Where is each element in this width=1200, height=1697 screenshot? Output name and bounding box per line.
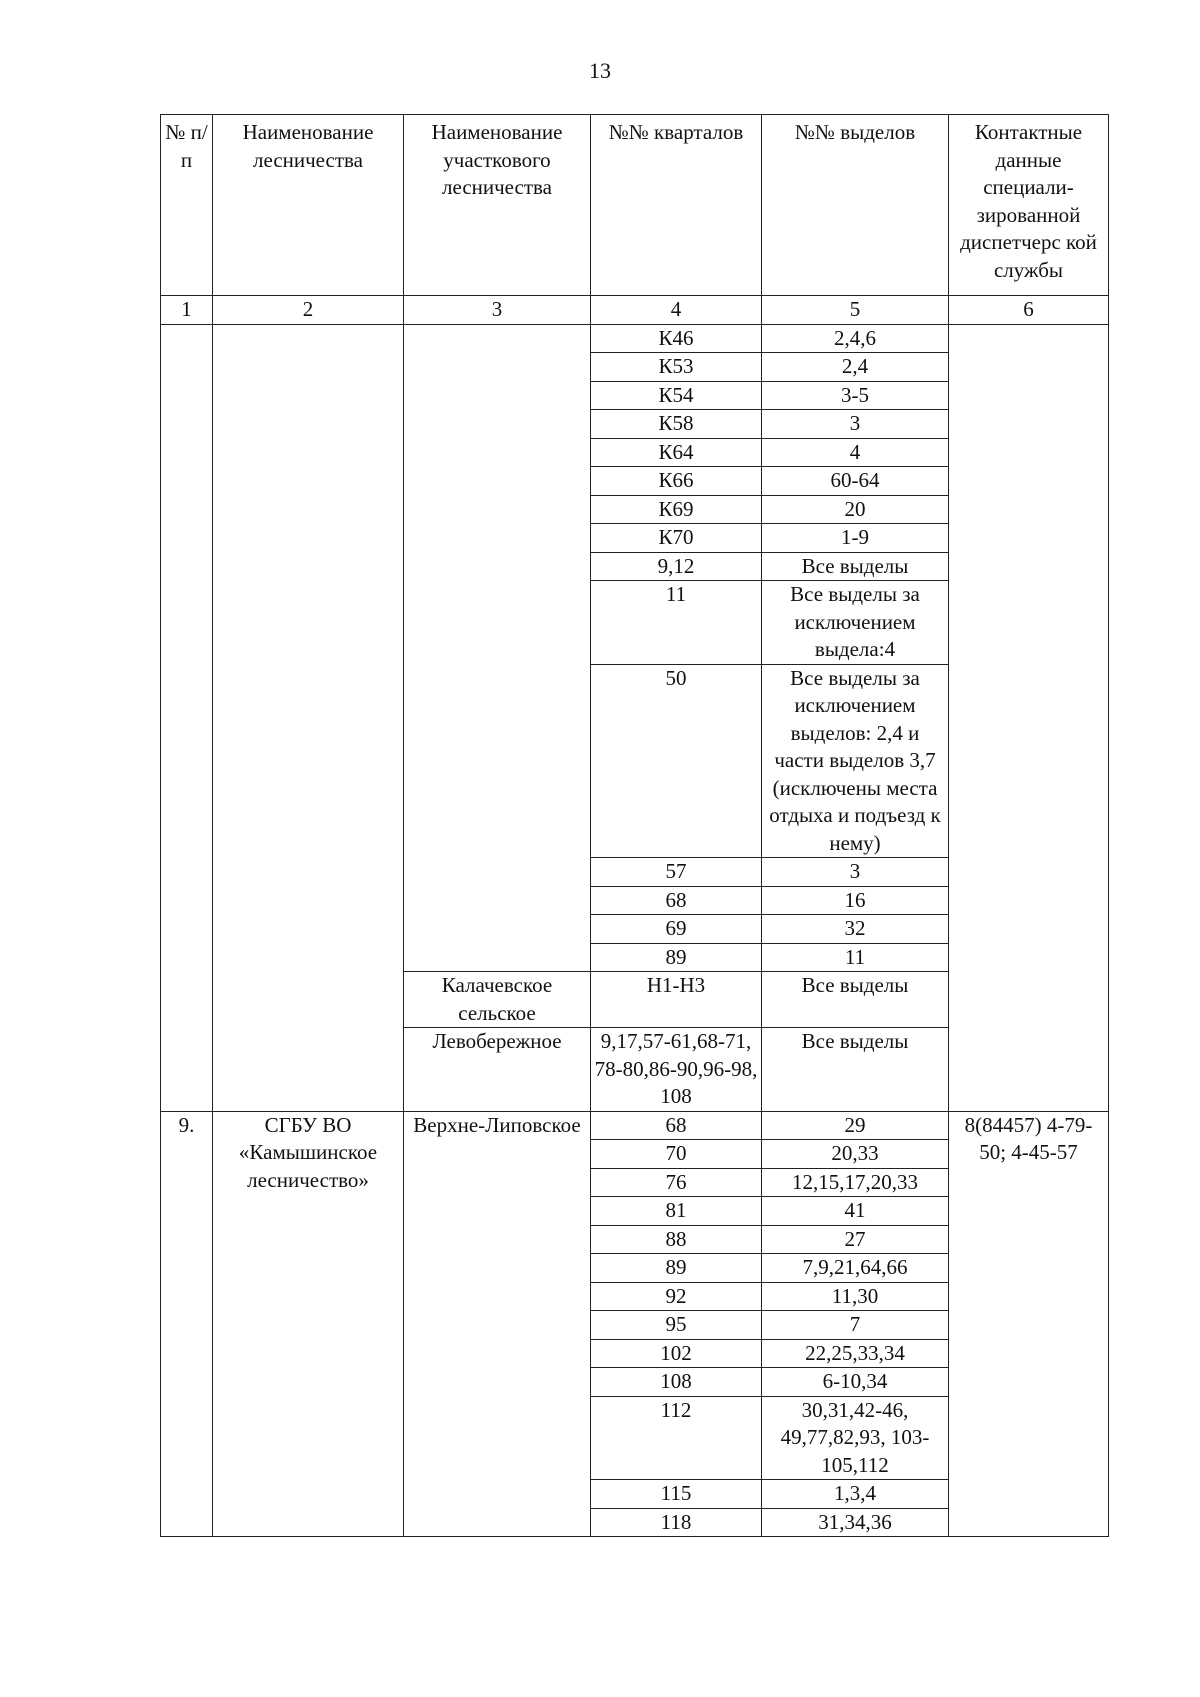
quarter-cell: 50: [591, 664, 762, 858]
sections-cell: 41: [762, 1197, 949, 1226]
district-cell-empty: [404, 324, 591, 972]
header-quarters: №№ кварталов: [591, 115, 762, 296]
sections-cell: 3: [762, 858, 949, 887]
quarter-cell: К64: [591, 438, 762, 467]
quarter-cell: 88: [591, 1225, 762, 1254]
quarter-cell: К66: [591, 467, 762, 496]
header-row: [161, 115, 1109, 296]
quarter-cell: 70: [591, 1140, 762, 1169]
sections-cell: 22,25,33,34: [762, 1339, 949, 1368]
header-forestry: Наименование лесничества: [213, 115, 404, 296]
sections-cell: 31,34,36: [762, 1508, 949, 1537]
forestry-cell-empty: [213, 324, 404, 1111]
sections-cell: Все выделы за исключением выделов: 2,4 и части выделов 3,7 (исключены места отдыха и подъезд к нему): [762, 664, 949, 858]
quarter-cell: 108: [591, 1368, 762, 1397]
sections-cell: Все выделы: [762, 552, 949, 581]
contacts-cell-empty: [949, 324, 1109, 1111]
sections-cell: 27: [762, 1225, 949, 1254]
sections-cell: 7: [762, 1311, 949, 1340]
sections-cell: 6-10,34: [762, 1368, 949, 1397]
column-number: 3: [404, 296, 591, 325]
sections-cell: 7,9,21,64,66: [762, 1254, 949, 1283]
sections-cell: 30,31,42-46, 49,77,82,93, 103-105,112: [762, 1396, 949, 1480]
sections-cell: 11,30: [762, 1282, 949, 1311]
quarter-cell: 9,17,57-61,68-71, 78-80,86-90,96-98, 108: [591, 1028, 762, 1112]
table-row: [161, 1111, 1109, 1140]
forestry-table: [160, 114, 1109, 1537]
quarter-cell: К70: [591, 524, 762, 553]
quarter-cell: К58: [591, 410, 762, 439]
column-number: 6: [949, 296, 1109, 325]
sections-cell: 2,4,6: [762, 324, 949, 353]
sections-cell: 11: [762, 943, 949, 972]
district-cell: Верхне-Липовское: [404, 1111, 591, 1537]
num-cell-empty: [161, 324, 213, 1111]
quarter-cell: 89: [591, 943, 762, 972]
quarter-cell: 92: [591, 1282, 762, 1311]
column-number-row: [161, 296, 1109, 325]
forestry-cell: СГБУ ВО «Камышинское лесничество»: [213, 1111, 404, 1537]
quarter-cell: 9,12: [591, 552, 762, 581]
header-district: Наименование участкового лесничества: [404, 115, 591, 296]
num-cell: 9.: [161, 1111, 213, 1537]
sections-cell: 1-9: [762, 524, 949, 553]
quarter-cell: 76: [591, 1168, 762, 1197]
quarter-cell: 95: [591, 1311, 762, 1340]
sections-cell: 3-5: [762, 381, 949, 410]
quarter-cell: 89: [591, 1254, 762, 1283]
column-number: 4: [591, 296, 762, 325]
quarter-cell: 118: [591, 1508, 762, 1537]
sections-cell: 60-64: [762, 467, 949, 496]
quarter-cell: К69: [591, 495, 762, 524]
sections-cell: 3: [762, 410, 949, 439]
sections-cell: Все выделы: [762, 972, 949, 1028]
sections-cell: 1,3,4: [762, 1480, 949, 1509]
sections-cell: Все выделы: [762, 1028, 949, 1112]
quarter-cell: К54: [591, 381, 762, 410]
quarter-cell: 57: [591, 858, 762, 887]
quarter-cell: К53: [591, 353, 762, 382]
quarter-cell: 11: [591, 581, 762, 665]
sections-cell: 16: [762, 886, 949, 915]
quarter-cell: 81: [591, 1197, 762, 1226]
header-num: № п/п: [161, 115, 213, 296]
column-number: 2: [213, 296, 404, 325]
quarter-cell: К46: [591, 324, 762, 353]
table-row: [161, 324, 1109, 353]
quarter-cell: 68: [591, 886, 762, 915]
quarter-cell: Н1-Н3: [591, 972, 762, 1028]
sections-cell: 4: [762, 438, 949, 467]
sections-cell: 29: [762, 1111, 949, 1140]
district-cell: Левобережное: [404, 1028, 591, 1112]
quarter-cell: 102: [591, 1339, 762, 1368]
page-number: 13: [589, 58, 611, 83]
sections-cell: 2,4: [762, 353, 949, 382]
header-sections: №№ выделов: [762, 115, 949, 296]
quarter-cell: 112: [591, 1396, 762, 1480]
district-cell: Калачевское сельское: [404, 972, 591, 1028]
column-number: 5: [762, 296, 949, 325]
contacts-cell: 8(84457) 4-79-50; 4-45-57: [949, 1111, 1109, 1537]
sections-cell: 12,15,17,20,33: [762, 1168, 949, 1197]
sections-cell: Все выделы за исключением выдела:4: [762, 581, 949, 665]
sections-cell: 20: [762, 495, 949, 524]
column-number: 1: [161, 296, 213, 325]
sections-cell: 32: [762, 915, 949, 944]
sections-cell: 20,33: [762, 1140, 949, 1169]
quarter-cell: 69: [591, 915, 762, 944]
quarter-cell: 115: [591, 1480, 762, 1509]
quarter-cell: 68: [591, 1111, 762, 1140]
header-contacts: Контактные данные специали-зированной диспетчерс кой службы: [949, 115, 1109, 296]
